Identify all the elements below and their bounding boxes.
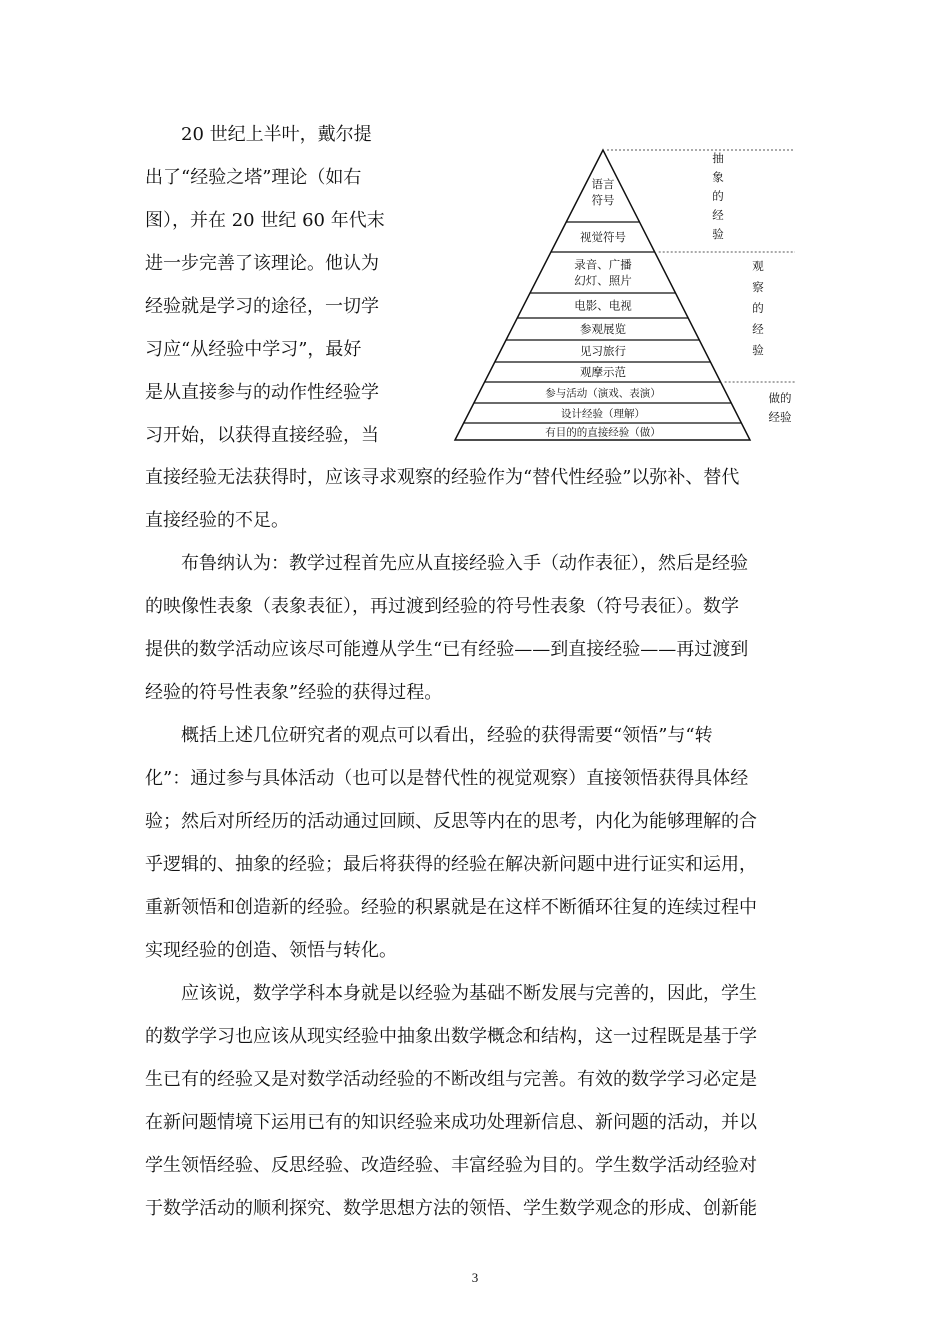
pyramid-level-label: 语言符号 bbox=[591, 177, 615, 207]
text-line: 生已有的经验又是对数学活动经验的不断改组与完善。有效的数学学习必定是 bbox=[145, 1069, 757, 1090]
text-line: 图），并在 20 世纪 60 年代末 bbox=[145, 210, 385, 231]
text-line: 验；然后对所经历的活动通过回顾、反思等内在的思考，内化为能够理解的合 bbox=[145, 811, 757, 832]
intro-paragraph bbox=[145, 113, 413, 457]
text-line: 化”：通过参与具体活动（也可以是替代性的视觉观察）直接领悟获得具体经 bbox=[145, 768, 749, 789]
text-line: 直接经验无法获得时，应该寻求观察的经验作为“替代性经验”以弥补、替代 bbox=[145, 467, 740, 488]
text-line: 进一步完善了该理论。他认为 bbox=[145, 253, 379, 274]
text-line: 于数学活动的顺利探究、数学思想方法的领悟、学生数学观念的形成、创新能 bbox=[145, 1198, 757, 1219]
pyramid-level-label: 参与活动（演戏、表演） bbox=[545, 387, 661, 400]
category-label: 做的经验 bbox=[768, 391, 792, 424]
text-line: 乎逻辑的、抽象的经验；最后将获得的经验在解决新问题中进行证实和运用， bbox=[145, 854, 757, 875]
text-line: 概括上述几位研究者的观点可以看出，经验的获得需要“领悟”与“转 bbox=[181, 725, 713, 746]
pyramid-level-label: 录音、广播幻灯、照片 bbox=[574, 257, 632, 288]
body-paragraphs bbox=[145, 456, 805, 1230]
text-line: 20 世纪上半叶，戴尔提 bbox=[181, 124, 372, 145]
pyramid-level-label: 有目的的直接经验（做） bbox=[545, 426, 661, 439]
pyramid-level-label: 见习旅行 bbox=[580, 344, 626, 358]
text-line: 出了“经验之塔”理论（如右 bbox=[145, 167, 362, 188]
category-label: 抽象的经验 bbox=[712, 151, 724, 241]
category-label: 观察的经验 bbox=[752, 259, 764, 357]
pyramid-level-label: 视觉符号 bbox=[580, 230, 626, 244]
text-line: 布鲁纳认为：教学过程首先应从直接经验入手（动作表征），然后是经验 bbox=[181, 553, 748, 574]
text-line: 重新领悟和创造新的经验。经验的积累就是在这样不断循环往复的连续过程中 bbox=[145, 897, 757, 918]
experience-pyramid-figure bbox=[450, 140, 800, 450]
text-line: 实现经验的创造、领悟与转化。 bbox=[145, 940, 397, 961]
pyramid-level-label: 电影、电视 bbox=[574, 298, 632, 313]
text-line: 是从直接参与的动作性经验学 bbox=[145, 382, 379, 403]
text-line: 的数学学习也应该从现实经验中抽象出数学概念和结构，这一过程既是基于学 bbox=[145, 1026, 757, 1047]
pyramid-level-label: 参观展览 bbox=[580, 322, 626, 336]
text-line: 经验就是学习的途径，一切学 bbox=[145, 296, 379, 317]
text-line: 学生领悟经验、反思经验、改造经验、丰富经验为目的。学生数学活动经验对 bbox=[145, 1155, 757, 1176]
pyramid-level-label: 观摩示范 bbox=[580, 365, 626, 379]
text-line: 经验的符号性表象”经验的获得过程。 bbox=[145, 682, 443, 703]
text-line: 在新问题情境下运用已有的知识经验来成功处理新信息、新问题的活动，并以 bbox=[145, 1112, 757, 1133]
text-line: 直接经验的不足。 bbox=[145, 510, 289, 531]
text-line: 的映像性表象（表象表征），再过渡到经验的符号性表象（符号表征）。数学 bbox=[145, 596, 739, 617]
text-line: 习应“从经验中学习”，最好 bbox=[145, 339, 362, 360]
text-line: 应该说，数学学科本身就是以经验为基础不断发展与完善的，因此，学生 bbox=[181, 983, 757, 1004]
text-line: 提供的数学活动应该尽可能遵从学生“已有经验——到直接经验——再过渡到 bbox=[145, 639, 749, 660]
page-number: 3 bbox=[471, 1270, 479, 1285]
pyramid-level-label: 设计经验（理解） bbox=[561, 408, 645, 420]
text-line: 习开始，以获得直接经验，当 bbox=[145, 425, 379, 446]
cone-of-experience-diagram bbox=[450, 140, 800, 450]
